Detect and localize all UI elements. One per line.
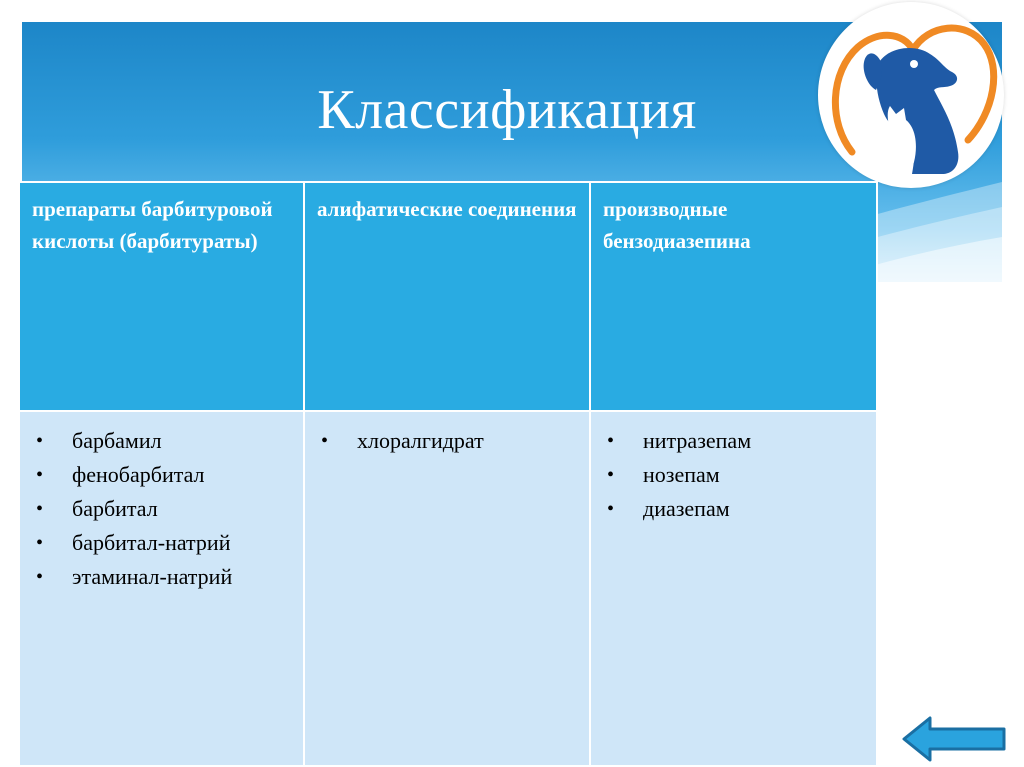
- list-item-label: нозепам: [643, 462, 720, 487]
- list-item-label: диазепам: [643, 496, 730, 521]
- header-barbiturates: препараты барбитуровой кислоты (барбитураты): [19, 182, 304, 411]
- bullet: •: [607, 498, 615, 520]
- header-aliphatic: алифатические соединения: [304, 182, 590, 411]
- benzodiazepines-list: [601, 424, 866, 526]
- bullet: •: [36, 498, 44, 520]
- list-item-label: барбитал: [72, 496, 158, 521]
- bullet: •: [36, 566, 44, 588]
- slide-title: Классификация: [317, 79, 697, 141]
- bullet: •: [321, 430, 329, 452]
- header-benzodiazepines: производные бензодиазепина: [590, 182, 877, 411]
- table-body-row: [19, 411, 877, 766]
- list-item: [30, 560, 293, 594]
- aliphatic-list: [315, 424, 579, 458]
- back-arrow-icon[interactable]: [900, 714, 1010, 764]
- bullet: •: [607, 464, 615, 486]
- list-item-label: нитразепам: [643, 428, 752, 453]
- list-item: [601, 458, 866, 492]
- dog-cat-heart-logo: [818, 2, 1004, 188]
- list-item-label: барбамил: [72, 428, 162, 453]
- bullet: •: [607, 430, 615, 452]
- list-item: [601, 492, 866, 526]
- list-item: [30, 526, 293, 560]
- list-item: [30, 424, 293, 458]
- cell-benzodiazepines: [590, 411, 877, 766]
- bullet: •: [36, 532, 44, 554]
- cell-aliphatic: [304, 411, 590, 766]
- barbiturates-list: [30, 424, 293, 594]
- list-item: [30, 492, 293, 526]
- bullet: •: [36, 430, 44, 452]
- list-item: [30, 458, 293, 492]
- logo-icon: [818, 2, 1004, 188]
- list-item-label: хлоралгидрат: [357, 428, 484, 453]
- list-item: [315, 424, 579, 458]
- list-item-label: барбитал-натрий: [72, 530, 231, 555]
- table-header-row: [19, 182, 877, 411]
- classification-table: [18, 181, 878, 767]
- bullet: •: [36, 464, 44, 486]
- list-item-label: фенобарбитал: [72, 462, 205, 487]
- list-item: [601, 424, 866, 458]
- cell-barbiturates: [19, 411, 304, 766]
- back-button[interactable]: [900, 714, 1010, 764]
- list-item-label: этаминал-натрий: [72, 564, 233, 589]
